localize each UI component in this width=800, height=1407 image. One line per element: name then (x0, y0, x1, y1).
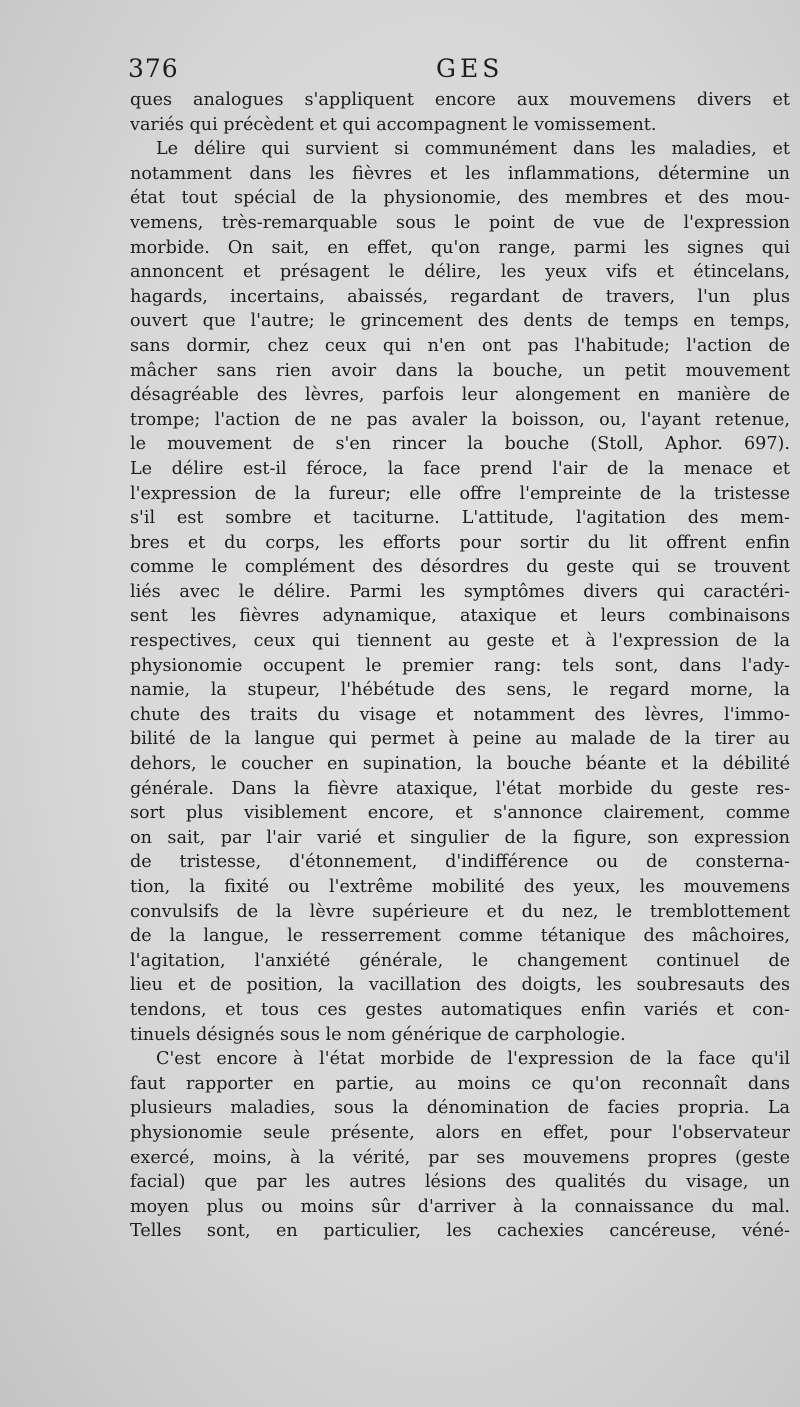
text-line: comme le complément des désordres du geste qui se trouvent (130, 557, 790, 578)
text-line: notamment dans les fièvres et les inflammations, détermine un (130, 163, 790, 184)
text-line: l'expression de la fureur; elle offre l'empreinte de la tristesse (130, 483, 790, 504)
text-line: plusieurs maladies, sous la dénomination de facies propria. La (130, 1098, 790, 1119)
text-line: namie, la stupeur, l'hébétude des sens, le regard morne, la (130, 680, 790, 701)
text-line: facial) que par les autres lésions des qualités du visage, un (130, 1172, 790, 1193)
text-line: tion, la fixité ou l'extrême mobilité des yeux, les mouvemens (130, 877, 790, 897)
text-line: dehors, le coucher en supination, la bouche béante et la débilité (130, 754, 790, 775)
text-line: faut rapporter en partie, au moins ce qu'on reconnaît dans (130, 1073, 790, 1094)
text-line: désagréable des lèvres, parfois leur alongement en manière de (130, 385, 790, 406)
text-line: liés avec le délire. Parmi les symptômes divers qui caractéri- (130, 581, 790, 602)
page-number: 376 (128, 54, 179, 83)
text-line: l'agitation, l'anxiété générale, le changement continuel de (130, 950, 790, 971)
text-line: sort plus visiblement encore, et s'annonce clairement, comme (130, 803, 790, 824)
text-line: moyen plus ou moins sûr d'arriver à la connaissance du mal. (130, 1196, 790, 1217)
text-line: hagards, incertains, abaissés, regardant de travers, l'un plus (130, 286, 790, 307)
text-line: tinuels désignés sous le nom générique de carphologie. (130, 1024, 626, 1045)
text-line: convulsifs de la lèvre supérieure et du nez, le tremblottement (130, 901, 790, 922)
text-line: trompe; l'action de ne pas avaler la boisson, ou, l'ayant retenue, (130, 409, 790, 430)
text-line: le mouvement de s'en rincer la bouche (Stoll, Aphor. 697). (130, 434, 790, 455)
text-line: s'il est sombre et taciturne. L'attitude, l'agitation des mem- (130, 508, 790, 529)
page-header (128, 54, 788, 86)
text-line: Telles sont, en particulier, les cachexies cancéreuse, véné- (130, 1221, 790, 1242)
text-line: bres et du corps, les efforts pour sortir du lit offrent enfin (130, 532, 790, 553)
text-line: exercé, moins, à la vérité, par ses mouvemens propres (geste (130, 1147, 790, 1168)
text-line: Le délire qui survient si communément dans les maladies, et (156, 139, 790, 160)
text-line: de tristesse, d'étonnement, d'indifférence ou de consterna- (130, 852, 790, 873)
text-line: générale. Dans la fièvre ataxique, l'état morbide du geste res- (130, 778, 790, 799)
text-line: physionomie seule présente, alors en effet, pour l'observateur (130, 1122, 790, 1143)
text-line: vemens, très-remarquable sous le point de vue de l'expression (130, 212, 790, 233)
running-head: GES (436, 54, 504, 83)
text-line: sans dormir, chez ceux qui n'en ont pas l'habitude; l'action de (130, 335, 790, 356)
text-line: chute des traits du visage et notamment des lèvres, l'immo- (130, 704, 790, 725)
text-line: sent les fièvres adynamique, ataxique et leurs combinaisons (130, 606, 790, 627)
text-line: ques analogues s'appliquent encore aux mouvemens divers et (130, 90, 790, 110)
text-line: Le délire est-il féroce, la face prend l'air de la menace et (130, 458, 790, 479)
text-line: variés qui précèdent et qui accompagnent le vomissement. (130, 114, 657, 135)
text-line: annoncent et présagent le délire, les yeux vifs et étincelans, (130, 262, 790, 283)
text-line: tendons, et tous ces gestes automatiques enfin variés et con- (130, 999, 790, 1020)
text-line: on sait, par l'air varié et singulier de la figure, son expression (130, 827, 790, 848)
text-line: mâcher sans rien avoir dans la bouche, un petit mouvement (130, 360, 790, 381)
text-line: physionomie occupent le premier rang: tels sont, dans l'ady- (130, 655, 790, 676)
text-line: ouvert que l'autre; le grincement des dents de temps en temps, (130, 311, 790, 332)
body-text (130, 88, 790, 1244)
text-line: C'est encore à l'état morbide de l'expression de la face qu'il (156, 1049, 790, 1070)
text-line: de la langue, le resserrement comme tétanique des mâchoires, (130, 926, 790, 947)
text-line: bilité de la langue qui permet à peine au malade de la tirer au (130, 729, 790, 750)
text-line: morbide. On sait, en effet, qu'on range, parmi les signes qui (130, 237, 790, 258)
text-line: respectives, ceux qui tiennent au geste et à l'expression de la (130, 631, 790, 652)
text-line: lieu et de position, la vacillation des doigts, les soubresauts des (130, 975, 790, 996)
text-line: état tout spécial de la physionomie, des membres et des mou- (130, 188, 790, 209)
